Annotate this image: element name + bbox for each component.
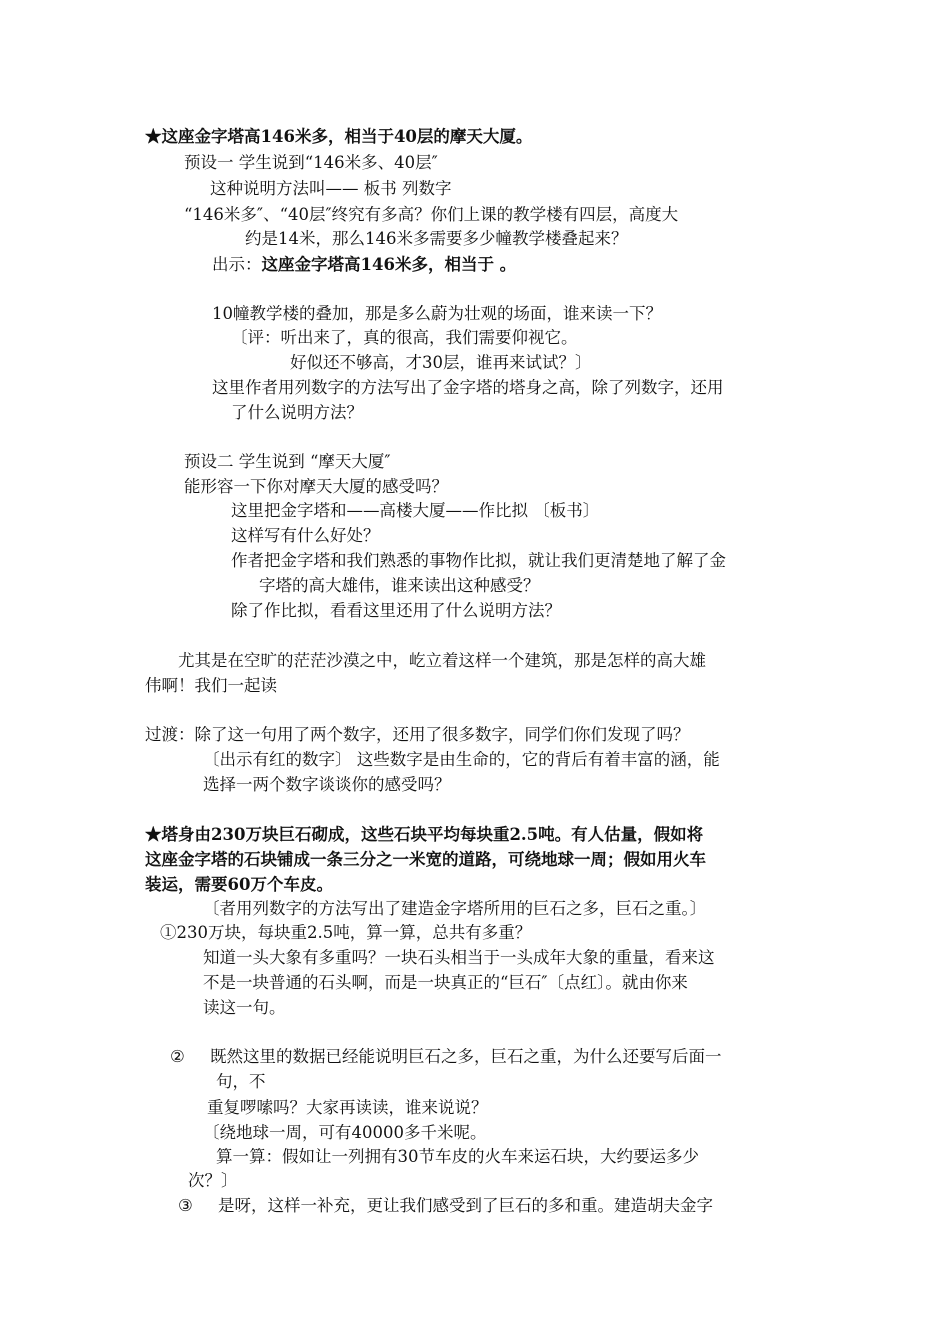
text-line: 作者把金字塔和我们熟悉的事物作比拟，就让我们更清楚地了解了金 [231, 551, 726, 570]
show-sentence: 这座金字塔高146米多，相当于 。 [261, 255, 517, 274]
text-line: 这样写有什么好处？ [231, 526, 380, 545]
text-line: 算一算：假如让一列拥有30节车皮的火车来运石块，大约要运多少 [216, 1147, 699, 1166]
text-line: 过渡：除了这一句用了两个数字，还用了很多数字，同学们你们发现了吗？ [145, 725, 690, 744]
text-line: 好似还不够高，才30层，谁再来试试？〕 [290, 353, 592, 372]
text-line: 能形容一下你对摩天大厦的感受吗？ [184, 477, 448, 496]
text-line: 了什么说明方法？ [231, 403, 363, 422]
heading-stone-blocks-2: 这座金字塔的石块铺成一条三分之一米宽的道路，可绕地球一周；假如用火车 [145, 850, 706, 869]
text-line: 预设一 学生说到“146米多、40层″ [184, 153, 438, 172]
text-line: 是呀，这样一补充，更让我们感受到了巨石的多和重。建造胡夫金字 [218, 1196, 713, 1215]
show-label: 出示： [212, 255, 262, 274]
text-line [212, 254, 516, 276]
text-line: 选择一两个数字谈谈你的感受吗？ [203, 775, 451, 794]
text-line: 字塔的高大雄伟，谁来读出这种感受？ [259, 576, 540, 595]
heading-pyramid-height: ★这座金字塔高146米多，相当于40层的摩天大厦。 [145, 127, 533, 146]
text-line: 读这一句。 [203, 998, 286, 1017]
text-line: 尤其是在空旷的茫茫沙漠之中，屹立着这样一个建筑，那是怎样的高大雄 [178, 651, 706, 670]
text-line: 10幢教学楼的叠加，那是多么蔚为壮观的场面，谁来读一下？ [212, 304, 662, 323]
text-line: 这里作者用列数字的方法写出了金字塔的塔身之高，除了列数字，还用 [212, 378, 724, 397]
circled-number-2: ② [170, 1047, 185, 1066]
text-line: 〔绕地球一周，可有40000多千米呢。 [203, 1123, 487, 1142]
text-line: 次？〕 [188, 1171, 238, 1190]
text-line: 〔出示有红的数字〕 这些数字是由生命的，它的背后有着丰富的涵，能 [203, 750, 720, 769]
text-line: 这种说明方法叫—— 板书 列数字 [210, 179, 452, 198]
text-line: 不是一块普通的石头啊，而是一块真正的“巨石″〔点红〕。就由你来 [203, 973, 688, 992]
text-line: 句，不 [216, 1072, 266, 1091]
text-line: ①230万块，每块重2.5吨，算一算，总共有多重？ [160, 923, 532, 942]
text-line: 除了作比拟，看看这里还用了什么说明方法？ [231, 601, 561, 620]
text-line: 约是14米，那么146米多需要多少幢教学楼叠起来？ [245, 229, 628, 248]
circled-number-3: ③ [178, 1196, 193, 1215]
heading-stone-blocks: ★塔身由230万块巨石砌成，这些石块平均每块重2.5吨。有人估量，假如将 [145, 825, 704, 844]
text-line: 重复啰嗦吗？大家再读读，谁来说说？ [207, 1098, 488, 1117]
text-line: 既然这里的数据已经能说明巨石之多，巨石之重，为什么还要写后面一 [210, 1047, 722, 1066]
text-line: 这里把金字塔和——高楼大厦——作比拟 〔板书〕 [231, 501, 600, 520]
text-line: 〔评：听出来了，真的很高，我们需要仰视它。 [231, 328, 578, 347]
text-line: “146米多″、“40层″终究有多高？你们上课的教学楼有四层，高度大 [184, 205, 679, 224]
heading-stone-blocks-3: 装运，需要60万个车皮。 [145, 875, 333, 894]
text-line: 〔者用列数字的方法写出了建造金字塔所用的巨石之多，巨石之重。〕 [203, 899, 707, 918]
text-line: 预设二 学生说到 “摩天大厦″ [184, 452, 391, 471]
text-line: 知道一头大象有多重吗？一块石头相当于一头成年大象的重量，看来这 [203, 948, 715, 967]
text-line: 伟啊！我们一起读 [145, 676, 277, 695]
